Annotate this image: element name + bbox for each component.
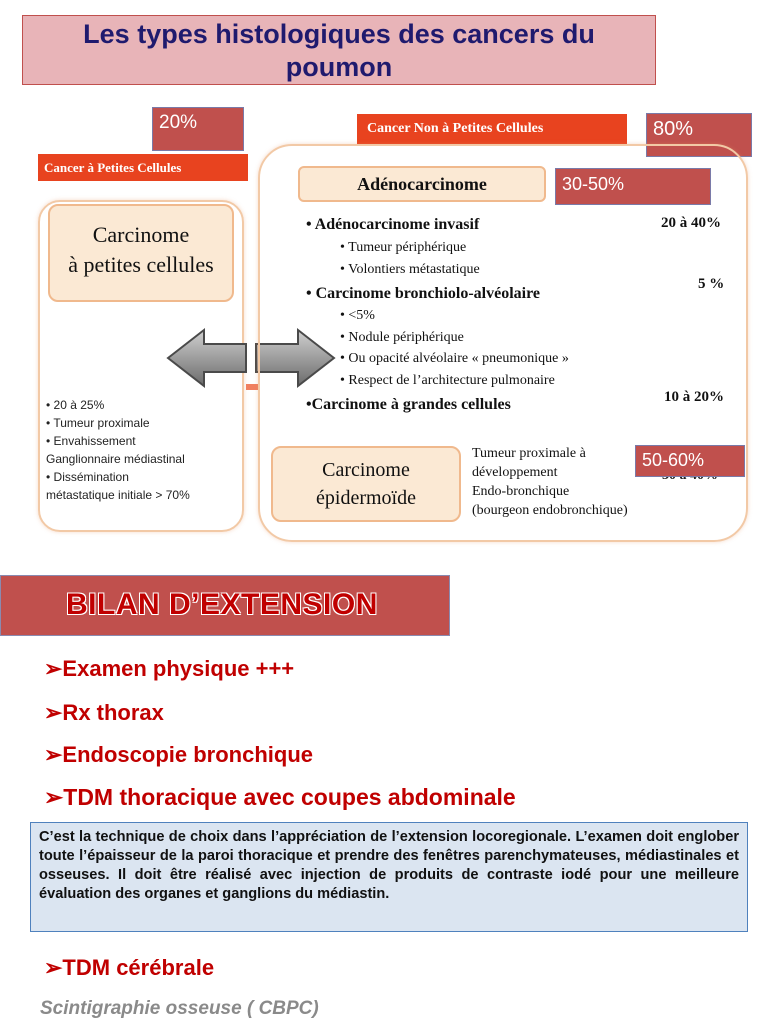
small-cell-bullet: • Tumeur proximale: [46, 416, 150, 430]
section-heading: BILAN D’EXTENSION: [66, 588, 378, 621]
small-cell-bullet: métastatique initiale > 70%: [46, 488, 190, 502]
non-small-cell-tag-label: Cancer Non à Petites Cellules: [367, 121, 544, 136]
epidermoid-desc-line: Tumeur proximale à: [472, 446, 586, 461]
small-cell-box-line1: Carcinome: [92, 222, 190, 247]
small-cell-bullet: • 20 à 25%: [46, 398, 105, 412]
small-cell-percent-box: [152, 107, 244, 151]
epidermoid-desc-line: développement: [472, 465, 558, 480]
item-architecture: • Respect de l’architecture pulmonaire: [340, 373, 555, 388]
item-peripheral-tumor: • Tumeur périphérique: [340, 240, 467, 255]
epidermoid-percent: 50-60%: [642, 450, 705, 470]
small-cell-box: [48, 204, 234, 302]
non-small-cell-percent: 80%: [653, 118, 694, 140]
item-lt5: • <5%: [340, 308, 375, 323]
item-bac-pct: 5 %: [698, 276, 725, 292]
small-cell-tag: [38, 154, 248, 181]
scintigraphy-text: Scintigraphie osseuse ( CBPC): [40, 998, 319, 1019]
small-cell-bullets: [46, 396, 246, 504]
small-cell-bullet: • Envahissement: [46, 434, 136, 448]
item-metastatic: • Volontiers métastatique: [340, 262, 480, 277]
item-adeno-invasive-pct: 20 à 40%: [661, 215, 721, 231]
small-cell-box-line2: à petites cellules: [68, 252, 214, 277]
small-cell-bullet: • Dissémination: [46, 470, 129, 484]
title-line-1: Les types histologiques des cancers du: [83, 19, 595, 49]
item-adeno-invasive: • Adénocarcinome invasif: [306, 216, 480, 233]
non-small-cell-tag: [357, 114, 627, 144]
small-cell-bullet: Ganglionnaire médiastinal: [46, 452, 185, 466]
tdm-note: C’est la technique de choix dans l’appréciation de l’extension locoregionale. L’examen doit englober toute l’épaisseur de la paroi thoracique et prendre des fenêtres parenchymateuses, médiastinales et osseuses. Il doit être réalisé avec injection de produits de contraste iodé pour une meilleure évaluation des organes et ganglions du médiastin.: [30, 822, 748, 932]
item-large-cell-pct: 10 à 20%: [664, 389, 724, 405]
epidermoid-desc-line: Endo-bronchique: [472, 484, 570, 499]
epidermoid-line1: Carcinome: [322, 459, 410, 481]
small-cell-percent: 20%: [159, 112, 198, 133]
epidermoid-description: [472, 444, 628, 520]
item-alveolar-opacity: • Ou opacité alvéolaire « pneumonique »: [340, 351, 569, 366]
epidermoid-box: [271, 446, 461, 522]
title-line-2: poumon: [285, 52, 393, 82]
bullet-exam: ➢Examen physique +++: [44, 656, 295, 681]
adenocarcinoma-percent: 30-50%: [562, 174, 625, 194]
adenocarcinoma-percent-box: [555, 168, 711, 205]
item-large-cell: •Carcinome à grandes cellules: [306, 396, 511, 413]
page-title: [22, 15, 656, 85]
bullet-tdm-cerebral: ➢TDM cérébrale: [44, 955, 215, 980]
epidermoid-desc-line: (bourgeon endobronchique): [472, 503, 628, 518]
adenocarcinoma-label: Adénocarcinome: [357, 174, 487, 194]
bullet-endoscopy: ➢Endoscopie bronchique: [44, 742, 314, 767]
small-cell-tag-label: Cancer à Petites Cellules: [44, 160, 182, 175]
bullet-tdm-thorax: ➢TDM thoracique avec coupes abdominale: [44, 784, 516, 810]
epidermoid-percent-box: [635, 445, 745, 477]
item-nodule: • Nodule périphérique: [340, 330, 464, 345]
item-bac: • Carcinome bronchiolo-alvéolaire: [306, 285, 541, 302]
bullet-rx: ➢Rx thorax: [44, 700, 164, 725]
epidermoid-line2: épidermoïde: [316, 487, 416, 509]
adenocarcinoma-box: [298, 166, 546, 202]
